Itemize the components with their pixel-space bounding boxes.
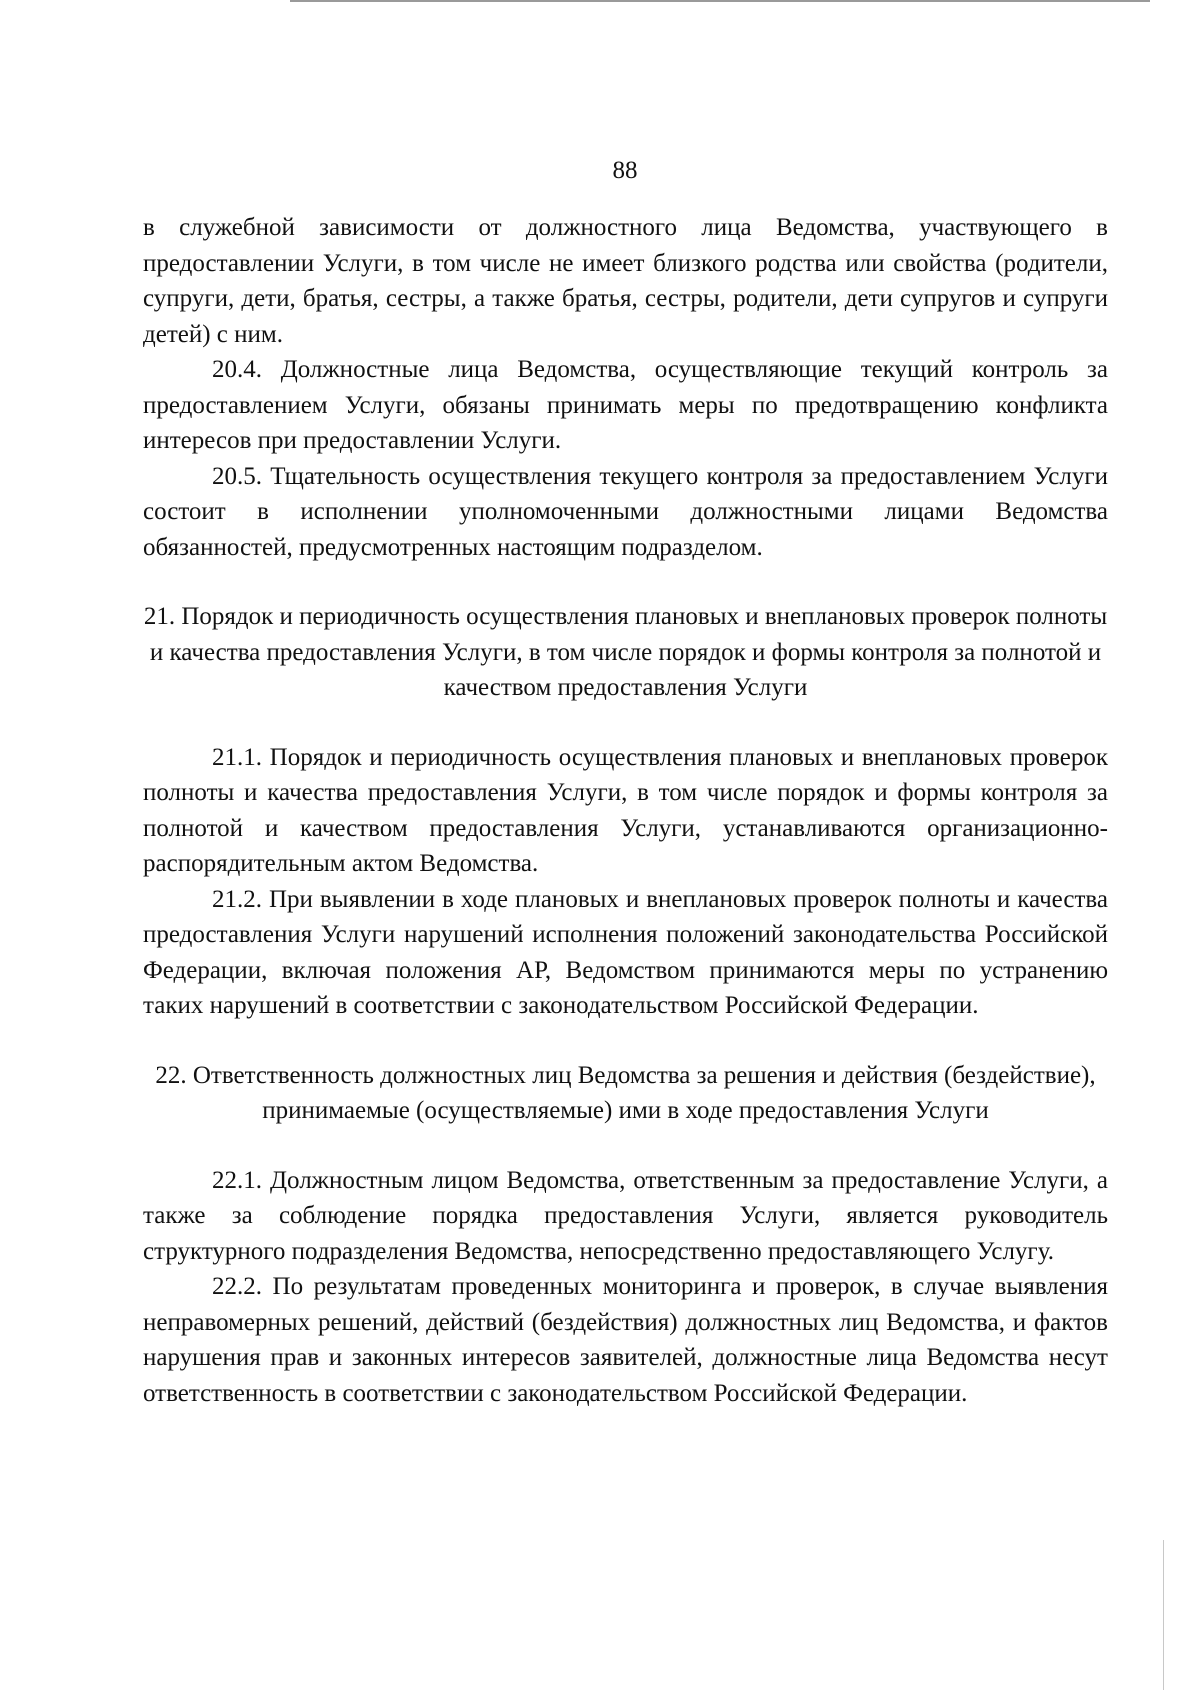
paragraph-20-5: 20.5. Тщательность осуществления текущего контроля за предоставлением Услуги состоит в исполнении уполномоченными должностными лицами Ведомства обязанностей, предусмотренных настоящим подразделом. [143, 462, 1108, 561]
scan-edge-top [290, 0, 1150, 2]
paragraph-21-2: 21.2. При выявлении в ходе плановых и внеплановых проверок полноты и качества предоставления Услуги нарушений исполнения положений законодательства Российской Федерации, включая положения АР, Ведомством принимаются меры по устранению таких нарушений в соответствии с законодательством Российской Федерации. [143, 885, 1108, 1019]
page-number: 88 [612, 157, 638, 184]
paragraph-21-1: 21.1. Порядок и периодичность осуществления плановых и внеплановых проверок полноты и качества предоставления Услуги, в том числе порядок и формы контроля за полнотой и качеством предоставления Услуги, устанавливаются организационно-распорядительным актом Ведомства. [143, 743, 1108, 877]
paragraph-22-1: 22.1. Должностным лицом Ведомства, ответственным за предоставление Услуги, а также за соблюдение порядка предоставления Услуги, является руководитель структурного подразделения Ведомства, непосредственно предоставляющего Услугу. [143, 1166, 1108, 1265]
section-heading-22: 22. Ответственность должностных лиц Ведомства за решения и действия (бездействие), принимаемые (осуществляемые) ими в ходе предоставления Услуги [155, 1061, 1096, 1124]
paragraph-20-3-continuation: в служебной зависимости от должностного лица Ведомства, участвующего в предоставлении Услуги, в том числе не имеет близкого родства или свойства (родители, супруги, дети, братья, сестры, а также братья, сестры, родители, дети супругов и супруги детей) с ним. [143, 214, 1108, 348]
scan-edge-right [1163, 1540, 1164, 1690]
paragraph-20-4: 20.4. Должностные лица Ведомства, осуществляющие текущий контроль за предоставлением Услуги, обязаны принимать меры по предотвращению конфликта интересов при предоставлении Услуги. [143, 356, 1108, 454]
paragraph-22-2: 22.2. По результатам проведенных мониторинга и проверок, в случае выявления неправомерных решений, действий (бездействия) должностных лиц Ведомства, и фактов нарушения прав и законных интересов заявителей, должностные лица Ведомства несут ответственность в соответствии с законодательством Российской Федерации. [143, 1273, 1108, 1407]
section-heading-21: 21. Порядок и периодичность осуществления плановых и внеплановых проверок полноты и качества предоставления Услуги, в том числе порядок и формы контроля за полнотой и качеством предоставления Услуги [143, 603, 1108, 701]
document-body [143, 210, 1108, 1411]
